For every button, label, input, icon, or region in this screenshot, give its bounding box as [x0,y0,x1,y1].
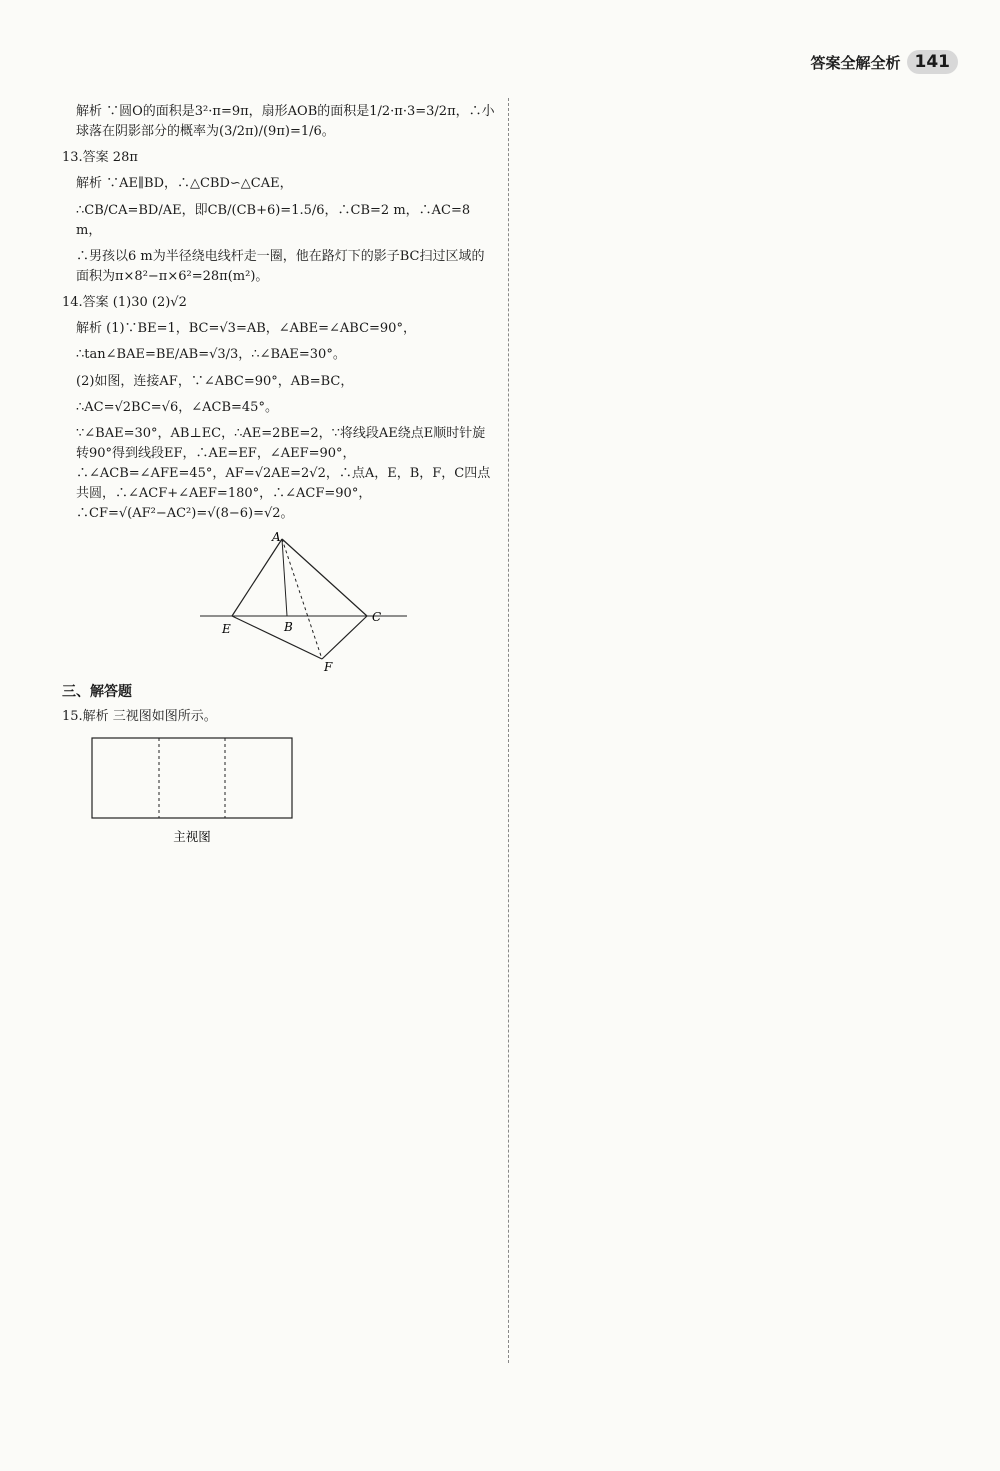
label-F: F [324,659,333,671]
q14-step2: ∴tan∠BAE=BE/AB=√3/3，∴∠BAE=30°。 [76,347,346,363]
q15-solution: 15.解析 三视图如图所示。 [62,708,217,724]
label-C: C [372,609,382,624]
q15-three-views [82,733,462,1033]
q13-step2: ∴CB/CA=BD/AE，即CB/(CB+6)=1.5/6，∴CB=2 m，∴AC=8 m， [76,202,471,238]
q13-answer: 13.答案 28π [62,150,138,166]
q14-step3: (2)如图，连接AF，∵∠ABC=90°，AB=BC， [76,373,354,389]
column-divider [508,98,509,1363]
q14-step1: 解析 (1)∵BE=1，BC=√3=AB，∠ABE=∠ABC=90°， [76,321,416,337]
header-title: 答案全解全析 [810,53,901,72]
q14-answer: 14.答案 (1)30 (2)√2 [62,295,187,311]
label-B: B [284,619,293,634]
q13-step1: 解析 ∵AE∥BD，∴△CBD∽△CAE， [76,176,293,192]
q13-step3: ∴男孩以6 m为半径绕电线杆走一圈，他在路灯下的影子BC扫过区域的面积为π×8²−π×6²=28π(m²)。 [76,248,485,284]
label-A: A [272,530,281,544]
front-view-label: 主视图 [173,828,211,844]
q12-solution: 解析 ∵圆O的面积是3²·π=9π，扇形AOB的面积是1/2·π·3=3/2π，∴小球落在阴影部分的概率为(3/2π)/(9π)=1/6。 [76,104,495,140]
q14-step4: ∴AC=√2BC=√6，∠ACB=45°。 [76,399,278,415]
q14-step5: ∵∠BAE=30°，AB⊥EC，∴AE=2BE=2，∵将线段AE绕点E顺时针旋转90°得到线段EF，∴AE=EF，∠AEF=90°，∴∠ACB=∠AFE=45°，AF=√2AE=2√2，∴点A，E，B，F，C四点共圆，∴∠ACF+∠AEF=180°，∴∠ACF=90°，∴CF=√(AF²−AC²)=√(8−6)=√2。 [76,425,491,522]
label-E: E [222,621,231,636]
page-header [810,50,958,74]
section-title: 三、解答题 [62,683,132,700]
left-column [62,102,497,1033]
q14-figure [192,531,432,671]
page-number: 141 [907,50,959,74]
